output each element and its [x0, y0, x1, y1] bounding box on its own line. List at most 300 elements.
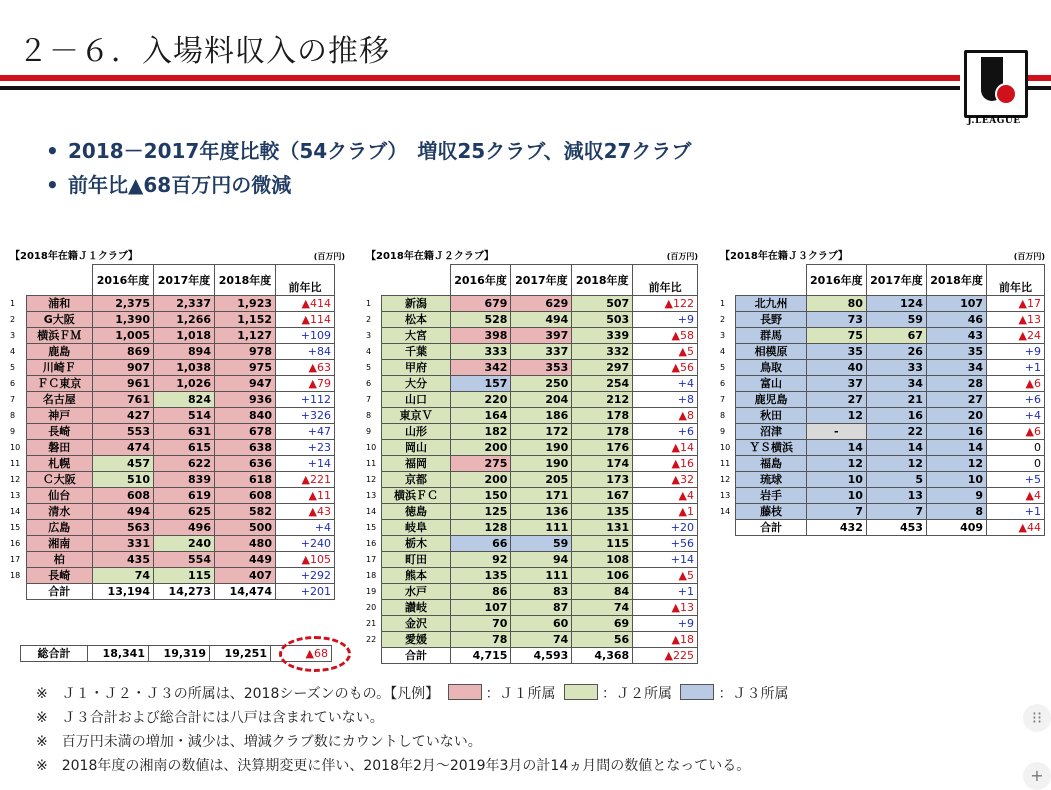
change-cell: +9: [987, 344, 1045, 360]
club-name: 山形: [382, 424, 450, 440]
revenue-cell: 205: [511, 472, 572, 488]
change-cell: ▲13: [987, 312, 1045, 328]
row-number: [720, 520, 736, 536]
table-row: [366, 520, 698, 536]
unit-label: (百万円): [313, 252, 345, 261]
table-row: [366, 472, 698, 488]
row-number: 17: [10, 555, 21, 564]
revenue-cell: 59: [511, 536, 572, 552]
revenue-cell: 629: [511, 296, 572, 312]
club-name: 甲府: [382, 360, 450, 376]
revenue-cell: 74: [93, 568, 154, 584]
revenue-cell: 2,375: [93, 296, 154, 312]
row-number: 3: [366, 331, 372, 340]
revenue-cell: 150: [450, 488, 511, 504]
row-number: 4: [366, 347, 372, 356]
table-row: [366, 376, 698, 392]
revenue-cell: 563: [93, 520, 154, 536]
table-row: [366, 328, 698, 344]
grand-total-2017: 19,319: [149, 646, 210, 662]
row-number: 4: [10, 347, 16, 356]
club-name: 鹿児島: [736, 392, 806, 408]
revenue-cell: 507: [572, 296, 633, 312]
col-header-change: 前年比: [633, 265, 698, 296]
table-row: [10, 536, 335, 552]
change-cell: +326: [276, 408, 335, 424]
total-cell: 432: [806, 520, 866, 536]
change-cell: ▲56: [633, 360, 698, 376]
row-number: 9: [720, 427, 726, 436]
revenue-cell: 2,337: [154, 296, 215, 312]
col-header-2016: 2016年度: [806, 265, 866, 296]
revenue-cell: 178: [572, 424, 633, 440]
bullet-text: 2018－2017年度比較（54クラブ） 増収25クラブ、減収27クラブ: [68, 139, 692, 163]
revenue-cell: 528: [450, 312, 511, 328]
change-cell: +4: [987, 408, 1045, 424]
revenue-cell: 907: [93, 360, 154, 376]
row-number: 8: [720, 411, 726, 420]
revenue-cell: 20: [926, 408, 986, 424]
title-black-rule: [0, 86, 1051, 90]
revenue-cell: 86: [450, 584, 511, 600]
j3-table: [720, 264, 1045, 536]
table-row: [366, 408, 698, 424]
revenue-cell: 618: [215, 472, 276, 488]
logo-frame: [964, 50, 1028, 118]
table-row: [10, 472, 335, 488]
bullet-dot: •: [46, 139, 59, 163]
revenue-cell: 608: [93, 488, 154, 504]
change-cell: +1: [633, 584, 698, 600]
revenue-cell: 761: [93, 392, 154, 408]
table-row: [720, 328, 1045, 344]
revenue-cell: 16: [866, 408, 926, 424]
note-2: ※ Ｊ３合計および総合計には八戸は含まれていない。: [36, 710, 384, 726]
club-name: 金沢: [382, 616, 450, 632]
title-red-rule: [0, 75, 1051, 81]
revenue-cell: 22: [866, 424, 926, 440]
revenue-cell: 70: [450, 616, 511, 632]
row-number: 3: [720, 331, 726, 340]
total-label: 合計: [736, 520, 806, 536]
change-cell: ▲5: [633, 568, 698, 584]
revenue-cell: 106: [572, 568, 633, 584]
table-row: [366, 632, 698, 648]
total-change: ▲44: [987, 520, 1045, 536]
revenue-cell: 936: [215, 392, 276, 408]
row-number: 2: [10, 315, 16, 324]
revenue-cell: 37: [806, 376, 866, 392]
change-cell: ▲32: [633, 472, 698, 488]
club-name: 名古屋: [26, 392, 93, 408]
change-cell: +8: [633, 392, 698, 408]
club-name: 清水: [26, 504, 93, 520]
revenue-cell: 74: [572, 600, 633, 616]
change-cell: +4: [276, 520, 335, 536]
table-row: [10, 552, 335, 568]
total-change: ▲225: [633, 648, 698, 664]
revenue-cell: 474: [93, 440, 154, 456]
header-row: [10, 265, 335, 296]
revenue-cell: 332: [572, 344, 633, 360]
revenue-cell: 60: [511, 616, 572, 632]
table-row: [720, 376, 1045, 392]
col-header-2016: 2016年度: [450, 265, 511, 296]
revenue-cell: 397: [511, 328, 572, 344]
grand-total-2018: 19,251: [210, 646, 271, 662]
revenue-cell: 10: [926, 472, 986, 488]
table-row: [10, 504, 335, 520]
grand-total-change: ▲68: [271, 646, 332, 662]
total-cell: 453: [866, 520, 926, 536]
table-row: [366, 600, 698, 616]
total-cell: 13,194: [93, 584, 154, 600]
club-name: 磐田: [26, 440, 93, 456]
change-cell: +5: [987, 472, 1045, 488]
table-row: [10, 520, 335, 536]
row-number: 18: [10, 571, 21, 580]
revenue-cell: 1,005: [93, 328, 154, 344]
revenue-cell: 10: [806, 488, 866, 504]
row-number: 2: [720, 315, 726, 324]
revenue-cell: 59: [866, 312, 926, 328]
change-cell: +9: [633, 312, 698, 328]
revenue-cell: 353: [511, 360, 572, 376]
change-cell: 0: [987, 456, 1045, 472]
revenue-cell: 135: [572, 504, 633, 520]
table-row: [720, 344, 1045, 360]
revenue-cell: 1,038: [154, 360, 215, 376]
revenue-cell: 80: [806, 296, 866, 312]
revenue-cell: 94: [511, 552, 572, 568]
change-cell: ▲63: [276, 360, 335, 376]
change-cell: ▲43: [276, 504, 335, 520]
row-number: 4: [720, 347, 726, 356]
row-number: 5: [366, 363, 372, 372]
club-name: 京都: [382, 472, 450, 488]
row-number: 6: [10, 379, 16, 388]
row-number: 6: [366, 379, 372, 388]
legend-swatch-j3: [680, 684, 714, 700]
row-number: 7: [366, 395, 372, 404]
club-name: 町田: [382, 552, 450, 568]
club-name: 広島: [26, 520, 93, 536]
unit-label: (百万円): [1013, 252, 1045, 261]
revenue-cell: 407: [215, 568, 276, 584]
table-row: [10, 312, 335, 328]
total-cell: 4,593: [511, 648, 572, 664]
club-name: Ｃ大阪: [26, 472, 93, 488]
revenue-cell: 275: [450, 456, 511, 472]
revenue-cell: 27: [806, 392, 866, 408]
table-row: [366, 360, 698, 376]
highlight-ellipse: [279, 636, 351, 672]
revenue-cell: 510: [93, 472, 154, 488]
revenue-cell: 554: [154, 552, 215, 568]
revenue-cell: 40: [806, 360, 866, 376]
revenue-cell: 190: [511, 456, 572, 472]
total-label: 合計: [26, 584, 93, 600]
revenue-cell: 250: [511, 376, 572, 392]
bullet-dot: •: [46, 173, 59, 197]
row-number: 7: [720, 395, 726, 404]
revenue-cell: 220: [450, 392, 511, 408]
row-number: 10: [10, 443, 21, 452]
change-cell: ▲18: [633, 632, 698, 648]
revenue-cell: 582: [215, 504, 276, 520]
change-cell: ▲122: [633, 296, 698, 312]
club-name: 東京Ｖ: [382, 408, 450, 424]
revenue-cell: 427: [93, 408, 154, 424]
revenue-cell: 35: [926, 344, 986, 360]
revenue-cell: 136: [511, 504, 572, 520]
row-number: 8: [10, 411, 16, 420]
revenue-cell: 67: [866, 328, 926, 344]
revenue-cell: 73: [806, 312, 866, 328]
revenue-cell: 115: [572, 536, 633, 552]
revenue-cell: 947: [215, 376, 276, 392]
change-cell: +84: [276, 344, 335, 360]
fit-screen-button[interactable]: ⁝⁝: [1023, 704, 1051, 732]
j1-table: [10, 264, 335, 600]
change-cell: +56: [633, 536, 698, 552]
col-header-2016: 2016年度: [93, 265, 154, 296]
jleague-logo: [960, 46, 1026, 128]
header-spacer: [366, 265, 382, 296]
revenue-cell: 87: [511, 600, 572, 616]
table-row: [366, 392, 698, 408]
change-cell: +47: [276, 424, 335, 440]
change-cell: +14: [276, 456, 335, 472]
club-name: 札幌: [26, 456, 93, 472]
revenue-cell: 978: [215, 344, 276, 360]
header-spacer: [26, 265, 93, 296]
total-cell: 14,474: [215, 584, 276, 600]
row-number: 19: [366, 587, 377, 596]
row-number: 18: [366, 571, 377, 580]
club-name: 琉球: [736, 472, 806, 488]
club-name: 大分: [382, 376, 450, 392]
club-name: 北九州: [736, 296, 806, 312]
header-spacer: [10, 265, 26, 296]
row-number: 6: [720, 379, 726, 388]
club-name: 秋田: [736, 408, 806, 424]
revenue-cell: 131: [572, 520, 633, 536]
row-number: 10: [366, 443, 377, 452]
total-change: +201: [276, 584, 335, 600]
club-name: 藤枝: [736, 504, 806, 520]
revenue-cell: 33: [866, 360, 926, 376]
revenue-cell: 619: [154, 488, 215, 504]
grand-total-label: 総合計: [21, 646, 88, 662]
club-name: 愛媛: [382, 632, 450, 648]
row-number: 11: [366, 459, 377, 468]
club-name: 岡山: [382, 440, 450, 456]
club-name: ＹＳ横浜: [736, 440, 806, 456]
revenue-cell: 56: [572, 632, 633, 648]
revenue-cell: 1,018: [154, 328, 215, 344]
legend-label-j1: ：Ｊ１所属: [485, 686, 556, 702]
revenue-cell: 178: [572, 408, 633, 424]
table-row: [720, 408, 1045, 424]
revenue-cell: 824: [154, 392, 215, 408]
table-row: [720, 440, 1045, 456]
col-header-2018: 2018年度: [572, 265, 633, 296]
change-cell: +9: [633, 616, 698, 632]
revenue-cell: 34: [926, 360, 986, 376]
change-cell: +4: [633, 376, 698, 392]
note-1-text: ※ Ｊ１・Ｊ２・Ｊ３の所属は、2018シーズンのもの。【凡例】: [36, 686, 440, 702]
total-cell: 14,273: [154, 584, 215, 600]
row-number: 13: [366, 491, 377, 500]
row-number: 9: [10, 427, 16, 436]
total-row: [366, 648, 698, 664]
table-row: [10, 344, 335, 360]
club-name: 長崎: [26, 568, 93, 584]
revenue-cell: 8: [926, 504, 986, 520]
change-cell: +109: [276, 328, 335, 344]
header-spacer: [720, 265, 736, 296]
revenue-cell: 135: [450, 568, 511, 584]
revenue-cell: 13: [866, 488, 926, 504]
row-number: 1: [720, 299, 726, 308]
revenue-cell: 503: [572, 312, 633, 328]
table-row: [366, 488, 698, 504]
table-row: [366, 504, 698, 520]
header-row: [720, 265, 1045, 296]
revenue-cell: 398: [450, 328, 511, 344]
revenue-cell: 128: [450, 520, 511, 536]
change-cell: ▲8: [633, 408, 698, 424]
row-number: 14: [720, 507, 731, 516]
table-row: [366, 568, 698, 584]
change-cell: ▲17: [987, 296, 1045, 312]
revenue-cell: 157: [450, 376, 511, 392]
revenue-cell: 7: [806, 504, 866, 520]
revenue-cell: 1,923: [215, 296, 276, 312]
row-number: 21: [366, 619, 377, 628]
revenue-cell: 1,390: [93, 312, 154, 328]
change-cell: ▲6: [987, 376, 1045, 392]
total-cell: 4,368: [572, 648, 633, 664]
table-row: [366, 344, 698, 360]
table-row: [366, 552, 698, 568]
change-cell: +14: [633, 552, 698, 568]
club-name: G大阪: [26, 312, 93, 328]
row-number: 1: [10, 299, 16, 308]
revenue-cell: 28: [926, 376, 986, 392]
club-name: 横浜ＦＭ: [26, 328, 93, 344]
revenue-cell: 115: [154, 568, 215, 584]
club-name: 山口: [382, 392, 450, 408]
club-name: ＦＣ東京: [26, 376, 93, 392]
revenue-cell: 625: [154, 504, 215, 520]
table-row: [366, 616, 698, 632]
revenue-cell: 1,026: [154, 376, 215, 392]
revenue-cell: 171: [511, 488, 572, 504]
revenue-cell: 1,127: [215, 328, 276, 344]
revenue-cell: 190: [511, 440, 572, 456]
row-number: 11: [10, 459, 21, 468]
revenue-cell: 494: [511, 312, 572, 328]
page-title: ２－６．入場料収入の推移: [18, 34, 390, 69]
revenue-cell: 494: [93, 504, 154, 520]
col-header-2017: 2017年度: [154, 265, 215, 296]
zoom-in-button[interactable]: +: [1023, 762, 1051, 790]
row-number: 3: [10, 331, 16, 340]
revenue-cell: 457: [93, 456, 154, 472]
logo-red-dot: [995, 83, 1017, 105]
revenue-cell: 622: [154, 456, 215, 472]
revenue-cell: 46: [926, 312, 986, 328]
j1-table-block: [10, 250, 345, 600]
table-row: [720, 424, 1045, 440]
revenue-cell: 337: [511, 344, 572, 360]
unit-label: (百万円): [666, 252, 698, 261]
revenue-cell: 92: [450, 552, 511, 568]
revenue-cell: 66: [450, 536, 511, 552]
row-number: 7: [10, 395, 16, 404]
table-row: [366, 312, 698, 328]
row-number: 2: [366, 315, 372, 324]
club-name: 鹿島: [26, 344, 93, 360]
row-number: 14: [10, 507, 21, 516]
revenue-cell: 12: [806, 408, 866, 424]
total-row: [10, 584, 335, 600]
revenue-cell: 182: [450, 424, 511, 440]
change-cell: ▲58: [633, 328, 698, 344]
revenue-cell: 342: [450, 360, 511, 376]
revenue-cell: 75: [806, 328, 866, 344]
revenue-cell: 553: [93, 424, 154, 440]
revenue-cell: 1,266: [154, 312, 215, 328]
table-row: [10, 392, 335, 408]
total-cell: 409: [926, 520, 986, 536]
club-name: 福岡: [382, 456, 450, 472]
j2-table-title: 【2018年在籍Ｊ２クラブ】: [366, 251, 494, 262]
row-number: 20: [366, 603, 377, 612]
revenue-cell: 167: [572, 488, 633, 504]
revenue-cell: 186: [511, 408, 572, 424]
club-name: 神戸: [26, 408, 93, 424]
row-number: 13: [720, 491, 731, 500]
club-name: 仙台: [26, 488, 93, 504]
club-name: 富山: [736, 376, 806, 392]
row-number: 16: [366, 539, 377, 548]
change-cell: ▲79: [276, 376, 335, 392]
revenue-cell: 5: [866, 472, 926, 488]
legend-swatch-j1: [448, 684, 482, 700]
revenue-cell: 173: [572, 472, 633, 488]
revenue-cell: 204: [511, 392, 572, 408]
revenue-cell: 331: [93, 536, 154, 552]
row-number: 8: [366, 411, 372, 420]
col-header-2017: 2017年度: [511, 265, 572, 296]
j3-table-title: 【2018年在籍Ｊ３クラブ】: [720, 251, 848, 262]
revenue-cell: 449: [215, 552, 276, 568]
change-cell: ▲221: [276, 472, 335, 488]
revenue-cell: 124: [866, 296, 926, 312]
club-name: 大宮: [382, 328, 450, 344]
club-name: 松本: [382, 312, 450, 328]
j1-table-title: 【2018年在籍Ｊ１クラブ】: [10, 251, 138, 262]
col-header-change: 前年比: [987, 265, 1045, 296]
change-cell: ▲1: [633, 504, 698, 520]
row-number: 15: [10, 523, 21, 532]
revenue-cell: 12: [926, 456, 986, 472]
change-cell: ▲105: [276, 552, 335, 568]
revenue-cell: 14: [866, 440, 926, 456]
